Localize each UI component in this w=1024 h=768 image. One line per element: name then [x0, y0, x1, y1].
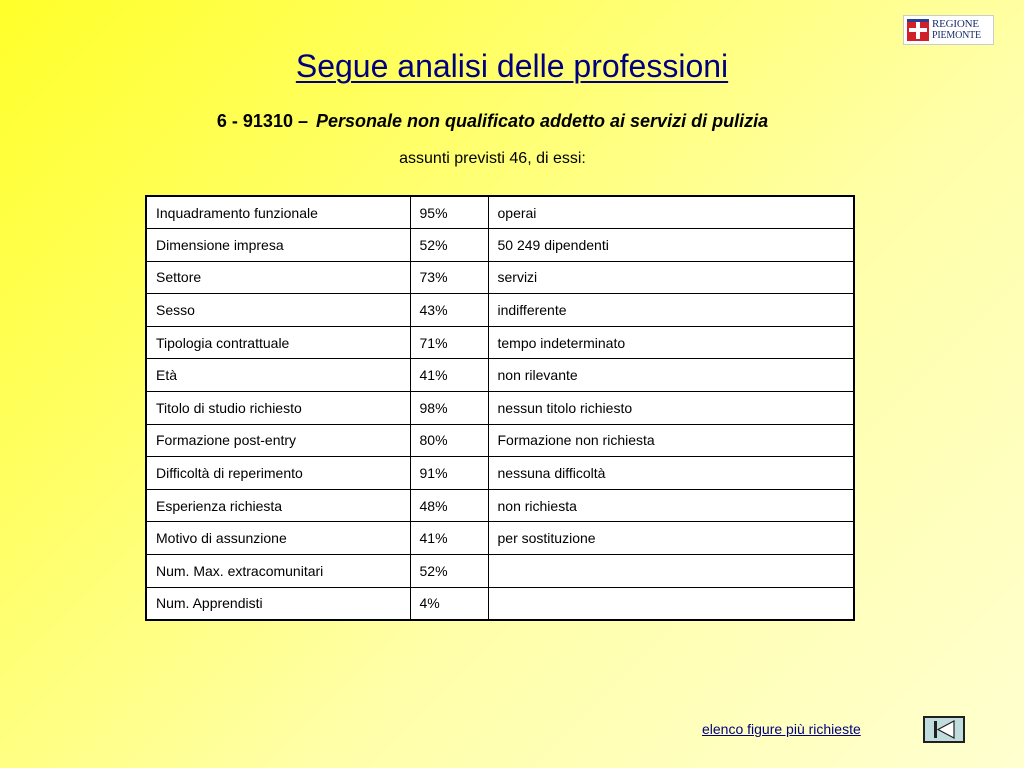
row-label: Esperienza richiesta [146, 489, 410, 522]
row-value: per sostituzione [488, 522, 854, 555]
row-value: servizi [488, 261, 854, 294]
row-percent: 52% [410, 229, 488, 262]
row-percent: 41% [410, 359, 488, 392]
table-row [146, 587, 854, 620]
row-value: tempo indeterminato [488, 326, 854, 359]
row-value [488, 587, 854, 620]
row-value: non richiesta [488, 489, 854, 522]
page-title: Segue analisi delle professioni [295, 48, 729, 84]
table-row [146, 555, 854, 588]
row-label: Num. Max. extracomunitari [146, 555, 410, 588]
profession-heading [0, 111, 985, 132]
row-value: nessun titolo richiesto [488, 392, 854, 425]
row-value [488, 555, 854, 588]
table-row [146, 196, 854, 229]
row-value: indifferente [488, 294, 854, 327]
row-percent: 52% [410, 555, 488, 588]
row-label: Titolo di studio richiesto [146, 392, 410, 425]
row-value: 50 249 dipendenti [488, 229, 854, 262]
table-row [146, 392, 854, 425]
row-label: Motivo di assunzione [146, 522, 410, 555]
row-percent: 91% [410, 457, 488, 490]
profession-analysis-table [145, 195, 855, 621]
table-row [146, 457, 854, 490]
row-percent: 43% [410, 294, 488, 327]
row-label: Inquadramento funzionale [146, 196, 410, 229]
row-value: Formazione non richiesta [488, 424, 854, 457]
row-percent: 71% [410, 326, 488, 359]
row-label: Formazione post-entry [146, 424, 410, 457]
row-percent: 4% [410, 587, 488, 620]
regione-piemonte-logo [903, 15, 994, 45]
row-value: operai [488, 196, 854, 229]
row-label: Sesso [146, 294, 410, 327]
row-label: Difficoltà di reperimento [146, 457, 410, 490]
row-percent: 95% [410, 196, 488, 229]
logo-text [932, 19, 981, 41]
table-row [146, 326, 854, 359]
row-percent: 80% [410, 424, 488, 457]
table-row [146, 359, 854, 392]
piemonte-shield-icon [907, 19, 929, 41]
table-row [146, 229, 854, 262]
row-label: Tipologia contrattuale [146, 326, 410, 359]
row-value: nessuna difficoltà [488, 457, 854, 490]
profession-description: Personale non qualificato addetto ai servizi di pulizia [315, 111, 769, 131]
row-label: Età [146, 359, 410, 392]
first-slide-button[interactable] [923, 716, 965, 743]
table-row [146, 424, 854, 457]
row-percent: 98% [410, 392, 488, 425]
row-value: non rilevante [488, 359, 854, 392]
hiring-note: assunti previsti 46, di essi: [399, 150, 586, 167]
logo-line-1: REGIONE [932, 18, 979, 30]
row-label: Settore [146, 261, 410, 294]
row-label: Num. Apprendisti [146, 587, 410, 620]
table-row [146, 522, 854, 555]
profession-code: 6 - 91310 – [216, 111, 308, 131]
table-row [146, 489, 854, 522]
table-row [146, 294, 854, 327]
row-label: Dimensione impresa [146, 229, 410, 262]
table-body [146, 196, 854, 620]
logo-line-2: PIEMONTE [932, 30, 981, 41]
row-percent: 41% [410, 522, 488, 555]
row-percent: 48% [410, 489, 488, 522]
skip-to-first-icon [931, 720, 957, 739]
row-percent: 73% [410, 261, 488, 294]
table-row [146, 261, 854, 294]
most-requested-figures-link[interactable]: elenco figure più richieste [702, 721, 861, 737]
